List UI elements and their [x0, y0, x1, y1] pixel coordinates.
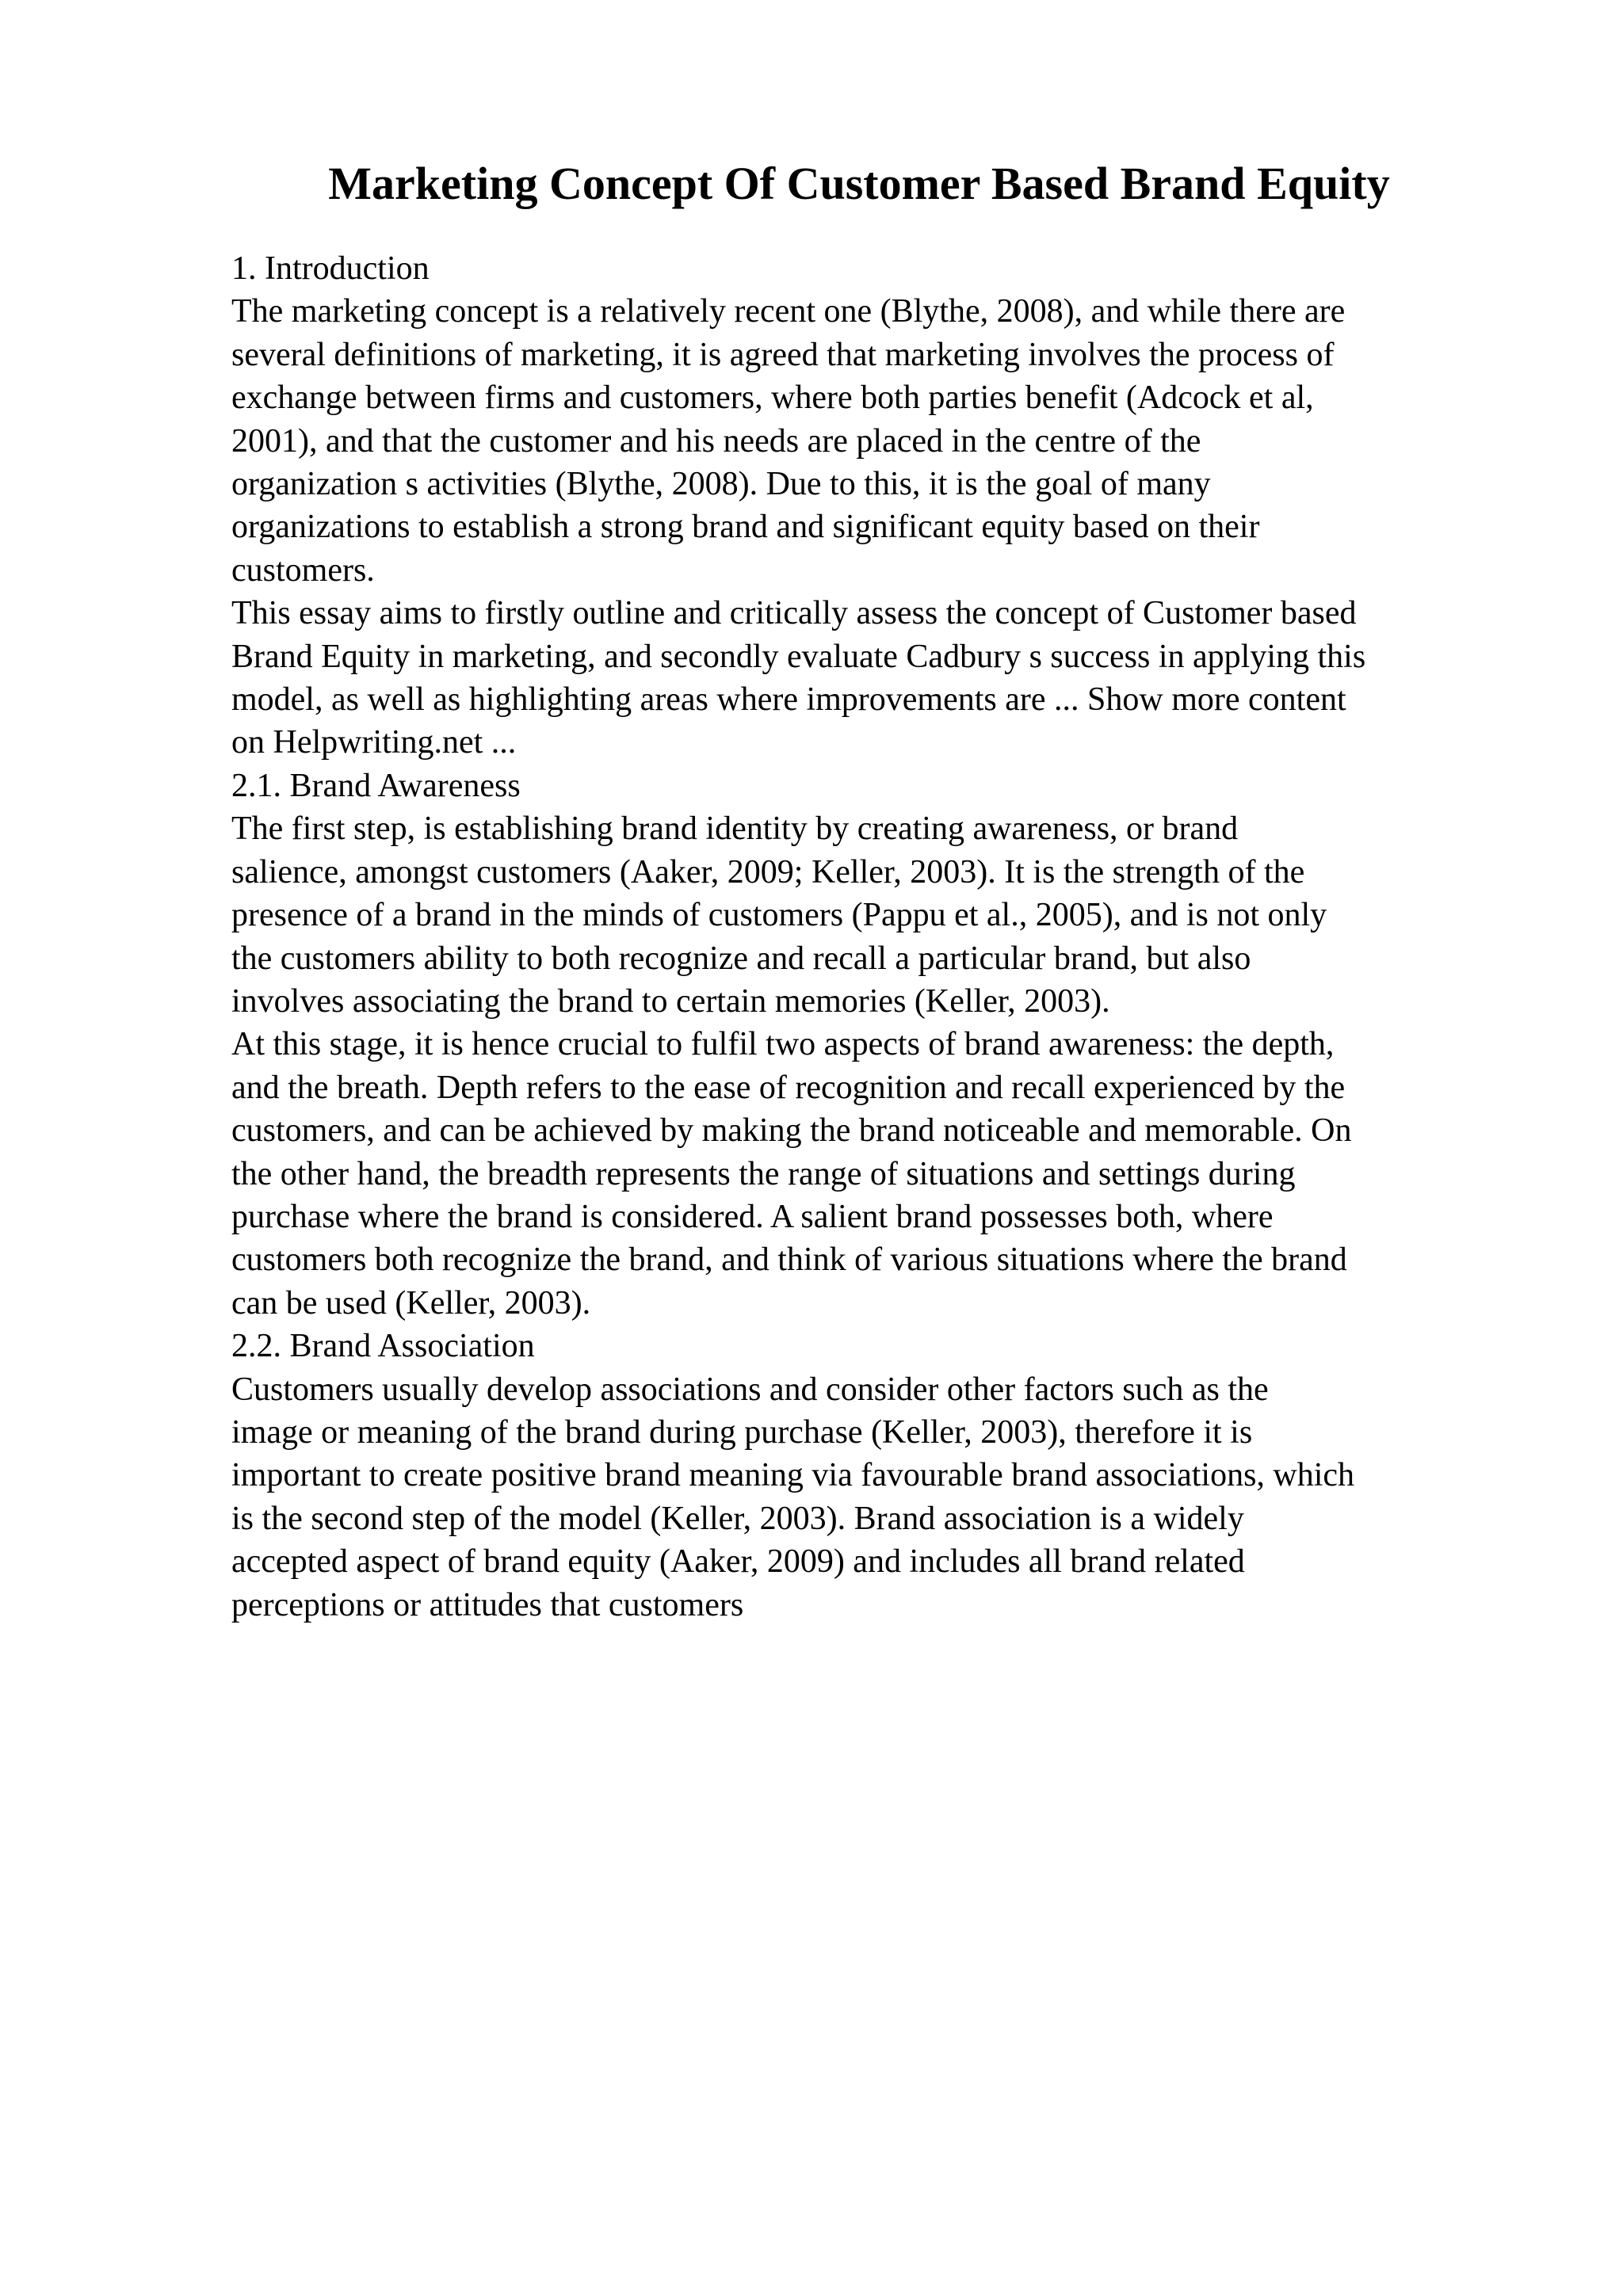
document-body	[231, 247, 1515, 1627]
paragraph-line: Customers usually develop associations and consider other factors such as the	[231, 1371, 1269, 1408]
paragraph-line: customers, and can be achieved by making the brand noticeable and memorable. On	[231, 1112, 1352, 1150]
paragraph-line: important to create positive brand meaning via favourable brand associations, which	[231, 1457, 1355, 1494]
paragraph-line: purchase where the brand is considered. A salient brand possesses both, where	[231, 1198, 1274, 1235]
paragraph-line: image or meaning of the brand during purchase (Keller, 2003), therefore it is	[231, 1413, 1253, 1451]
paragraph-line: involves associating the brand to certain memories (Keller, 2003).	[231, 982, 1110, 1020]
paragraph-line: can be used (Keller, 2003).	[231, 1284, 591, 1322]
paragraph-line: is the second step of the model (Keller, 2003). Brand association is a widely	[231, 1500, 1244, 1537]
section-heading: 1. Introduction	[231, 250, 430, 287]
paragraph	[231, 807, 1515, 1023]
paragraph-line: perceptions or attitudes that customers	[231, 1586, 744, 1623]
paragraph-line: organizations to establish a strong brand and significant equity based on their	[231, 509, 1260, 546]
paragraph-line: and the breath. Depth refers to the ease of recognition and recall experienced by the	[231, 1069, 1346, 1106]
paragraph-line: accepted aspect of brand equity (Aaker, 2009) and includes all brand related	[231, 1543, 1245, 1581]
paragraph-line: several definitions of marketing, it is agreed that marketing involves the process of	[231, 336, 1335, 373]
paragraph-line: the customers ability to both recognize and recall a particular brand, but also	[231, 940, 1251, 977]
paragraph-line: presence of a brand in the minds of customers (Pappu et al., 2005), and is not only	[231, 897, 1327, 934]
paragraph-line: The first step, is establishing brand identity by creating awareness, or brand	[231, 810, 1239, 848]
document-title: Marketing Concept Of Customer Based Brand Equity	[328, 158, 1390, 209]
section-heading: 2.2. Brand Association	[231, 1328, 535, 1365]
paragraph-line: Brand Equity in marketing, and secondly evaluate Cadbury s success in applying this	[231, 638, 1366, 675]
paragraph	[231, 1023, 1515, 1325]
paragraph-line: salience, amongst customers (Aaker, 2009; Keller, 2003). It is the strength of the	[231, 853, 1305, 891]
paragraph-line: customers both recognize the brand, and think of various situations where the brand	[231, 1241, 1347, 1279]
paragraph-line: 2001), and that the customer and his needs are placed in the centre of the	[231, 422, 1201, 460]
paragraph-line: customers.	[231, 551, 375, 589]
paragraph	[231, 592, 1515, 765]
section-heading: 2.1. Brand Awareness	[231, 767, 521, 804]
paragraph-line: At this stage, it is hence crucial to fulfil two aspects of brand awareness: the depth,	[231, 1026, 1335, 1063]
paragraph-line: on Helpwriting.net ...	[231, 724, 517, 761]
paragraph-line: exchange between firms and customers, where both parties benefit (Adcock et al,	[231, 379, 1314, 417]
paragraph	[231, 1368, 1515, 1627]
paragraph-line: The marketing concept is a relatively recent one (Blythe, 2008), and while there are	[231, 293, 1346, 330]
paragraph-line: model, as well as highlighting areas where improvements are ... Show more content	[231, 681, 1346, 719]
paragraph	[231, 290, 1515, 592]
paragraph-line: the other hand, the breadth represents the range of situations and settings during	[231, 1155, 1296, 1192]
paragraph-line: This essay aims to firstly outline and critically assess the concept of Customer based	[231, 595, 1357, 632]
paragraph-line: organization s activities (Blythe, 2008). Due to this, it is the goal of many	[231, 466, 1211, 503]
